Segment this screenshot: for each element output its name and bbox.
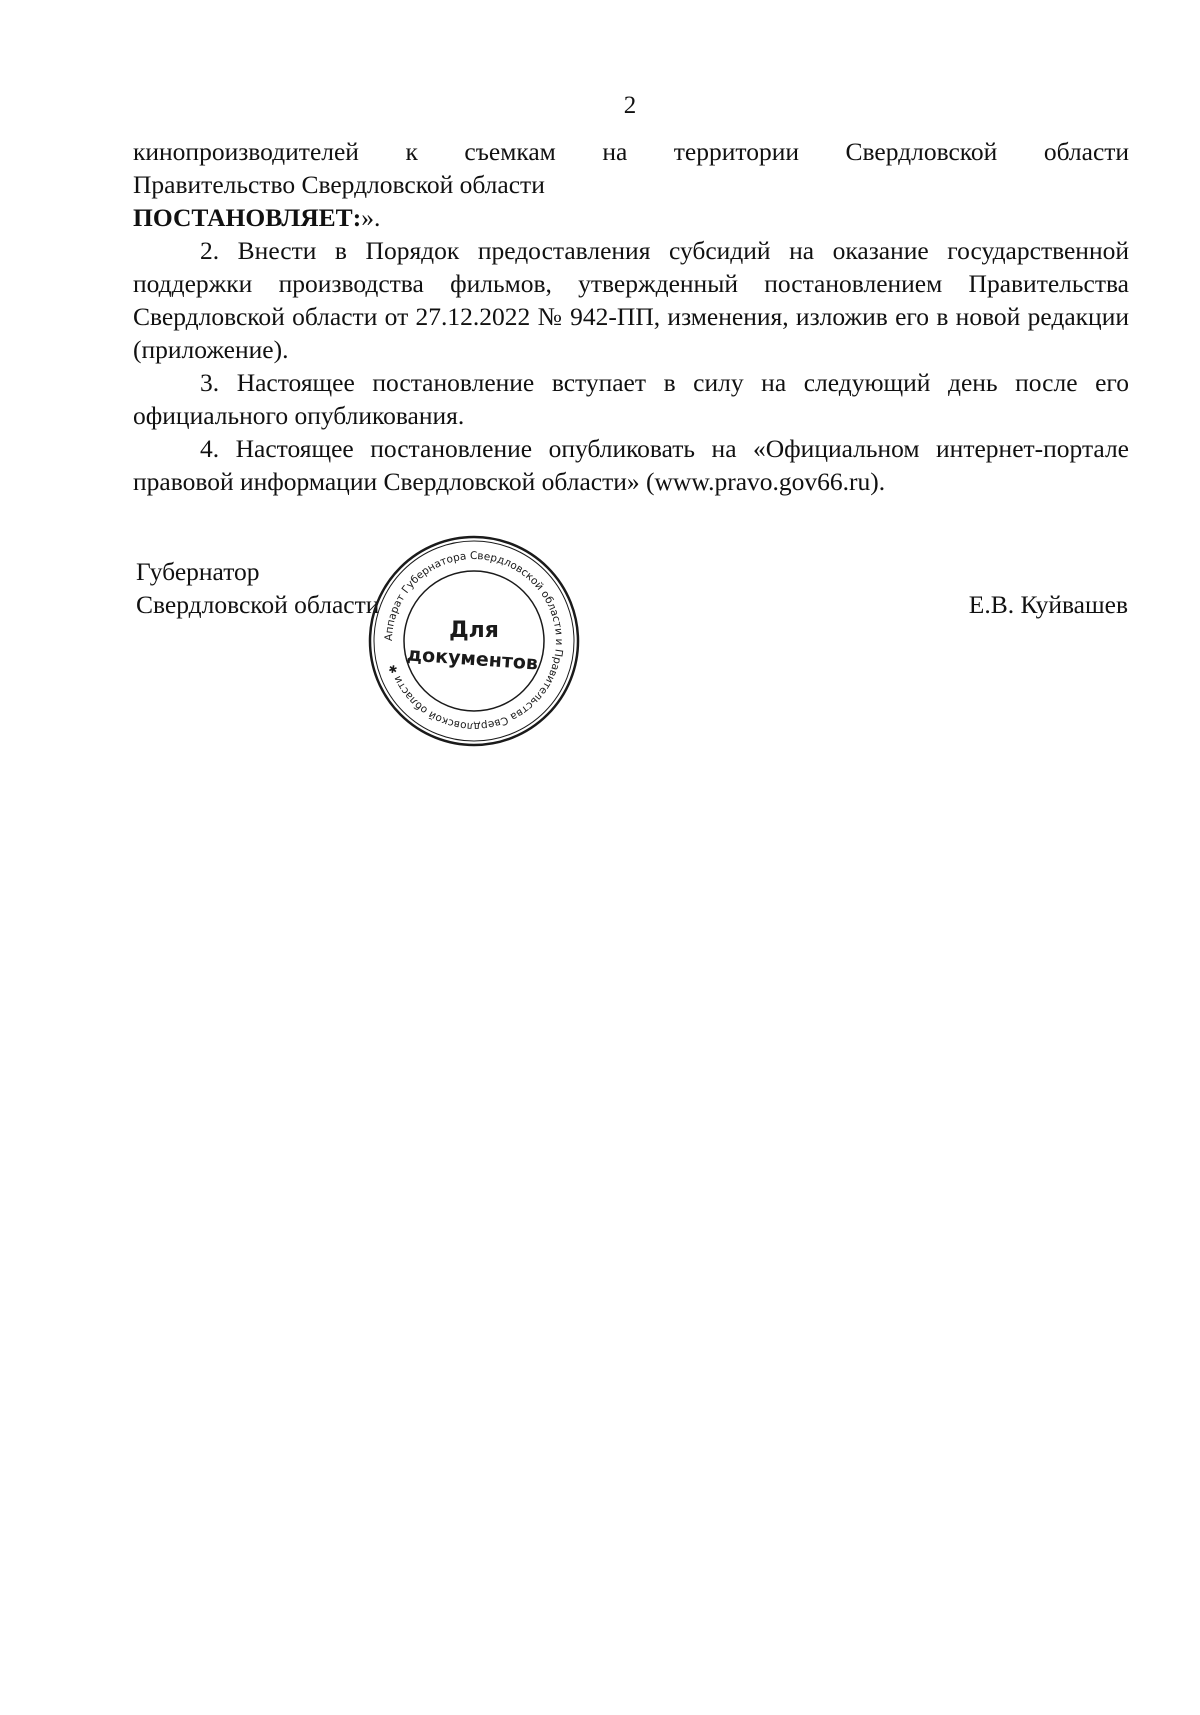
word: на территории xyxy=(602,137,799,166)
signatory-name: Е.В. Куйвашев xyxy=(968,590,1128,619)
signatory-title-line-2: Свердловской области xyxy=(136,590,380,619)
paragraph-4: 4. Настоящее постановление опубликовать на «Официальном интернет-портале правовой информации Свердловской области» (www.pravo.gov66.ru). xyxy=(133,434,1129,496)
signatory-title xyxy=(136,555,379,621)
paragraph-2: 2. Внести в Порядок предоставления субсидий на оказание государственной поддержки производства фильмов, утвержденный постановлением Правительства Свердловской области от 27.12.2022 № 942-ПП, изменения, изложив его в новой редакции (приложение). xyxy=(133,236,1129,364)
continuation-line-1 xyxy=(133,135,1129,168)
word: Свердловской xyxy=(845,137,998,166)
paragraph-3: 3. Настоящее постановление вступает в силу на следующий день после его официального опубликования. xyxy=(133,368,1129,430)
resolves-suffix: ». xyxy=(361,203,381,232)
seal-center-line-2: документов xyxy=(406,643,539,675)
resolves-line xyxy=(133,201,1129,234)
resolves-keyword: ПОСТАНОВЛЯЕТ: xyxy=(133,203,362,232)
seal-ring-text: Аппарат Губернатора Свердловской области и Правительства Свердловской области ✱ xyxy=(382,549,566,733)
document-body xyxy=(133,135,1129,498)
signatory-title-line-1: Губернатор xyxy=(136,557,260,586)
word: к xyxy=(405,137,418,166)
page-number: 2 xyxy=(623,92,637,119)
word: кинопроизводителей xyxy=(133,137,359,166)
continuation-line-2: Правительство Свердловской области xyxy=(133,170,545,199)
seal-center-line-1: Для xyxy=(449,618,499,643)
word: съемкам xyxy=(464,137,556,166)
seal-graphic xyxy=(366,533,582,749)
word: области xyxy=(1043,137,1130,166)
official-seal xyxy=(366,533,582,749)
